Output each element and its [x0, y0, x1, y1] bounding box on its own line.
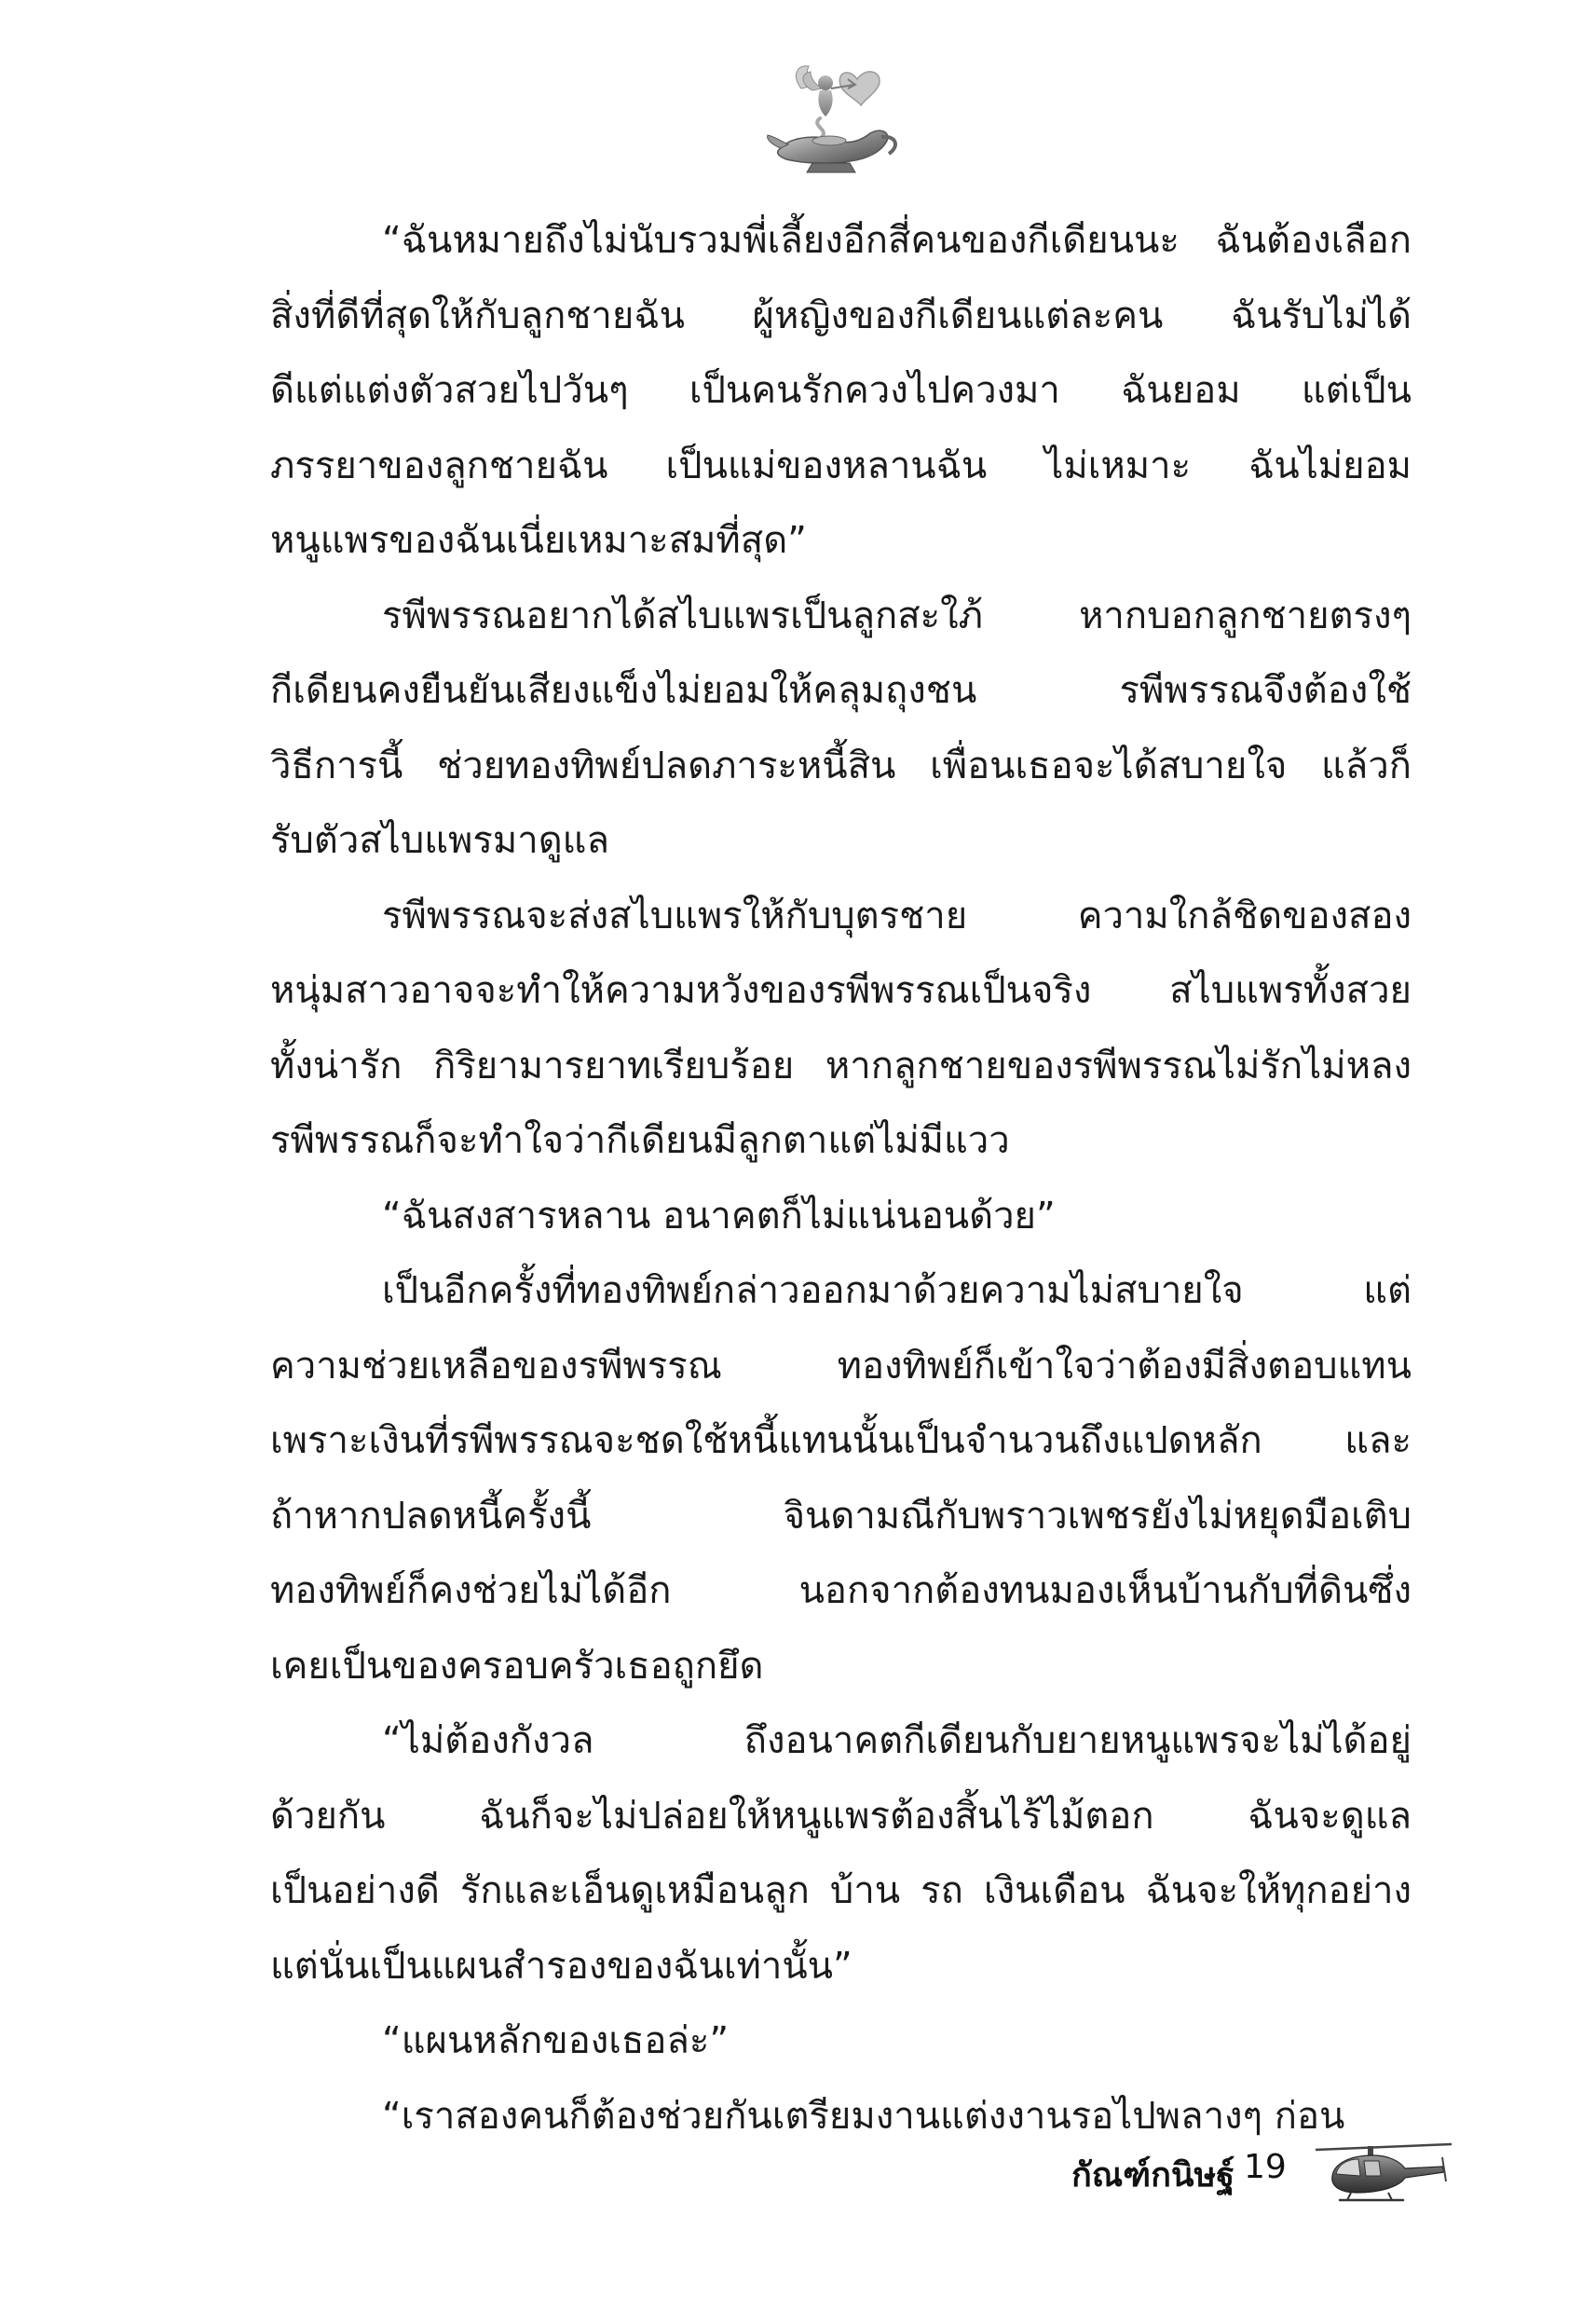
text-line: เพราะเงินที่รพีพรรณจะชดใช้หนี้แทนนั้นเป็นจำนวนถึงแปดหลัก และ	[270, 1419, 1412, 1462]
text-line: “เราสองคนก็ต้องช่วยกันเตรียมงานแต่งงานรอไปพลางๆ ก่อน	[382, 2094, 1345, 2138]
paragraph	[270, 1179, 1412, 1254]
paragraph	[270, 1703, 1412, 2003]
text-line: “แผนหลักของเธอล่ะ”	[382, 2019, 730, 2062]
text-line: เป็นอย่างดี รักและเอ็นดูเหมือนลูก บ้าน รถ เงินเดือน ฉันจะให้ทุกอย่าง	[270, 1869, 1412, 1912]
text-line: เคยเป็นของครอบครัวเธอถูกยึด	[270, 1644, 764, 1688]
text-line: กีเดียนคงยืนยันเสียงแข็งไม่ยอมให้คลุมถุงชน รพีพรรณจึงต้องใช้	[270, 669, 1412, 712]
text-line: สิ่งที่ดีที่สุดให้กับลูกชายฉัน ผู้หญิงของกีเดียนแต่ละคน ฉันรับไม่ได้	[270, 294, 1412, 337]
text-line: หนูแพรของฉันเนี่ยเหมาะสมที่สุด”	[270, 519, 807, 562]
text-line: เป็นอีกครั้งที่ทองทิพย์กล่าวออกมาด้วยความไม่สบายใจ แต่	[382, 1269, 1412, 1312]
paragraph	[270, 2003, 1412, 2079]
paragraph	[270, 1253, 1412, 1703]
paragraph	[270, 203, 1412, 579]
text-line: หนุ่มสาวอาจจะทำให้ความหวังของรพีพรรณเป็นจริง สไบแพรทั้งสวย	[270, 969, 1412, 1012]
page-footer	[1071, 2139, 1463, 2222]
text-line: ทั้งน่ารัก กิริยามารยาทเรียบร้อย หากลูกชายของรพีพรรณไม่รักไม่หลง	[270, 1044, 1412, 1087]
text-line: “ไม่ต้องกังวล ถึงอนาคตกีเดียนกับยายหนูแพรจะไม่ได้อยู่	[382, 1719, 1412, 1762]
text-line: ด้วยกัน ฉันก็จะไม่ปล่อยให้หนูแพรต้องสิ้นไร้ไม้ตอก ฉันจะดูแล	[270, 1794, 1412, 1838]
helicopter-icon	[1314, 2139, 1453, 2208]
text-line: ทองทิพย์ก็คงช่วยไม่ได้อีก นอกจากต้องทนมองเห็นบ้านกับที่ดินซึ่ง	[270, 1569, 1412, 1612]
text-line: รพีพรรณก็จะทำใจว่ากีเดียนมีลูกตาแต่ไม่มีแวว	[270, 1119, 1010, 1162]
text-line: แต่นั่นเป็นแผนสำรองของฉันเท่านั้น”	[270, 1944, 853, 1988]
chapter-body-text	[270, 203, 1412, 2154]
text-line: วิธีการนี้ ช่วยทองทิพย์ปลดภาระหนี้สิน เพื่อนเธอจะได้สบายใจ แล้วก็	[270, 744, 1412, 787]
text-line: ภรรยาของลูกชายฉัน เป็นแม่ของหลานฉัน ไม่เหมาะ ฉันไม่ยอม	[270, 444, 1412, 487]
text-line: “ฉันหมายถึงไม่นับรวมพี่เลี้ยงอีกสี่คนของกีเดียนนะ ฉันต้องเลือก	[382, 219, 1412, 262]
text-line: ดีแต่แต่งตัวสวยไปวันๆ เป็นคนรักควงไปควงมา ฉันยอม แต่เป็น	[270, 369, 1412, 412]
text-line: รพีพรรณอยากได้สไบแพรเป็นลูกสะใภ้ หากบอกลูกชายตรงๆ	[382, 594, 1412, 637]
text-line: รพีพรรณจะส่งสไบแพรให้กับบุตรชาย ความใกล้ชิดของสอง	[382, 894, 1412, 937]
paragraph	[270, 879, 1412, 1179]
paragraph	[270, 579, 1412, 879]
text-line: ถ้าหากปลดหนี้ครั้งนี้ จินดามณีกับพราวเพชรยังไม่หยุดมือเติบ	[270, 1494, 1412, 1538]
text-line: “ฉันสงสารหลาน อนาคตก็ไม่แน่นอนด้วย”	[382, 1194, 1056, 1238]
genie-lamp-cupid-icon	[764, 51, 904, 182]
text-line: ความช่วยเหลือของรพีพรรณ ทองทิพย์ก็เข้าใจว่าต้องมีสิ่งตอบแทน	[270, 1344, 1412, 1388]
text-line: รับตัวสไบแพรมาดูแล	[270, 819, 609, 862]
book-title: กัณฑ์กนิษฐ์	[1071, 2156, 1235, 2195]
page-number: 19	[1244, 2148, 1287, 2186]
